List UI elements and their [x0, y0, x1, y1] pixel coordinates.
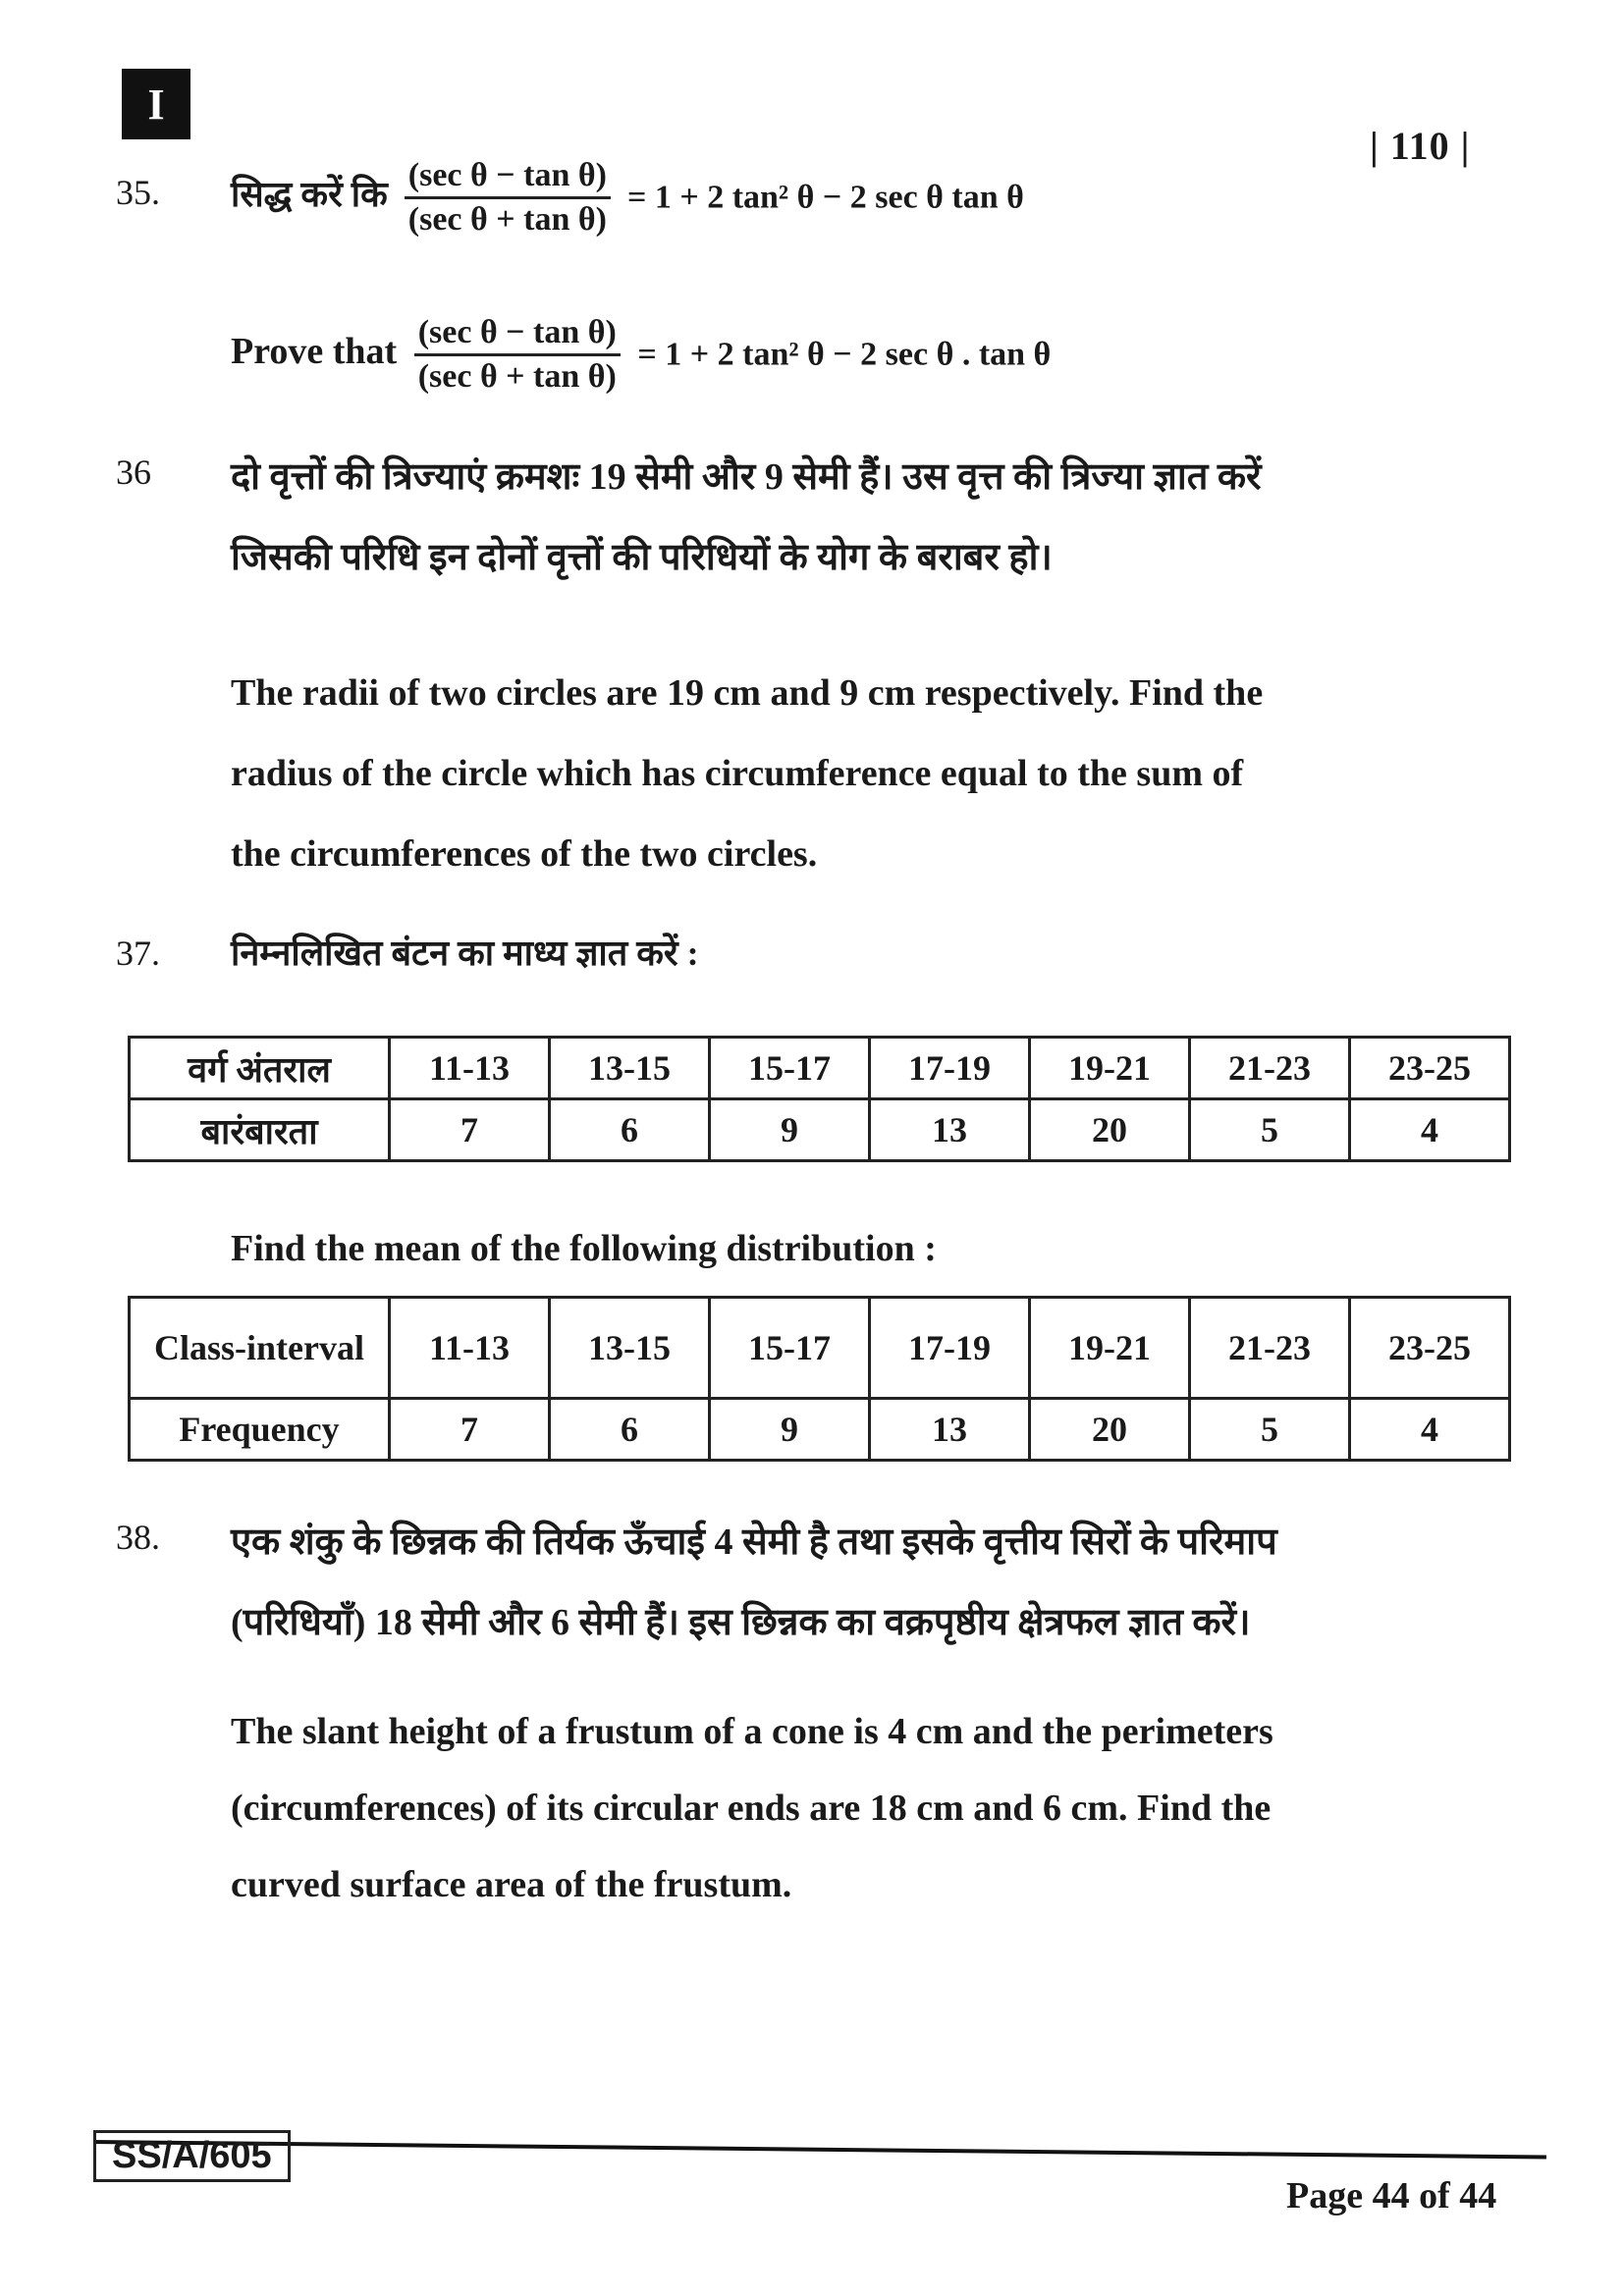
q36-hindi-line: जिसकी परिधि इन दोनों वृत्तों की परिधियों के योग के बराबर हो।	[231, 537, 1053, 578]
class-interval-cell: 11-13	[390, 1298, 550, 1399]
q35-fraction	[405, 157, 611, 239]
class-interval-cell: 17-19	[870, 1298, 1030, 1399]
frequency-cell: 9	[710, 1099, 870, 1161]
marks-label: | 110 |	[1370, 124, 1471, 168]
q35-rhs: = 1 + 2 tan² θ − 2 sec θ tan θ	[626, 179, 1024, 216]
frequency-cell: 4	[1350, 1399, 1510, 1461]
q38-english-line: (circumferences) of its circular ends are 18 cm and 6 cm. Find the	[231, 1788, 1272, 1829]
question-number: 38.	[116, 1518, 160, 1557]
row-header: Frequency	[130, 1399, 390, 1461]
row-header: वर्ग अंतराल	[130, 1038, 390, 1099]
class-interval-cell: 23-25	[1350, 1038, 1510, 1099]
class-interval-cell: 11-13	[390, 1038, 550, 1099]
class-interval-cell: 23-25	[1350, 1298, 1510, 1399]
q35-english-prefix: Prove that	[231, 331, 398, 373]
q35-english	[231, 314, 1051, 396]
q38-hindi-line: (परिधियाँ) 18 सेमी और 6 सेमी हैं। इस छिन्नक का वक्रपृष्ठीय क्षेत्रफल ज्ञात करें।	[231, 1602, 1251, 1643]
class-interval-cell: 19-21	[1030, 1298, 1190, 1399]
q37-english-prompt: Find the mean of the following distribution :	[231, 1228, 937, 1269]
q36-english-line: The radii of two circles are 19 cm and 9 cm respectively. Find the	[231, 672, 1264, 714]
q36-english	[231, 653, 1507, 894]
fraction-numerator: (sec θ − tan θ)	[405, 157, 611, 199]
footer-divider	[93, 2140, 1546, 2159]
q38-english-line: curved surface area of the frustum.	[231, 1864, 792, 1905]
class-interval-cell: 21-23	[1190, 1038, 1350, 1099]
q35-hindi	[231, 157, 1024, 239]
hindi-distribution-table	[128, 1036, 1511, 1162]
fraction-denominator: (sec θ + tan θ)	[417, 358, 617, 395]
frequency-cell: 4	[1350, 1099, 1510, 1161]
frequency-cell: 6	[550, 1099, 710, 1161]
question-number: 35.	[116, 173, 160, 212]
table-row	[130, 1038, 1510, 1099]
frequency-cell: 6	[550, 1399, 710, 1461]
class-interval-cell: 21-23	[1190, 1298, 1350, 1399]
table-row	[130, 1399, 1510, 1461]
frequency-cell: 9	[710, 1399, 870, 1461]
q35-hindi-prefix: सिद्ध करें कि	[231, 174, 388, 214]
row-header: बारंबारता	[130, 1099, 390, 1161]
q36-english-line: radius of the circle which has circumference equal to the sum of	[231, 753, 1244, 794]
fraction-numerator: (sec θ − tan θ)	[414, 314, 621, 356]
set-badge: I	[122, 69, 190, 139]
table-row	[130, 1099, 1510, 1161]
frequency-cell: 13	[870, 1399, 1030, 1461]
class-interval-cell: 17-19	[870, 1038, 1030, 1099]
q38-english-line: The slant height of a frustum of a cone is 4 cm and the perimeters	[231, 1711, 1273, 1752]
q36-english-line: the circumferences of the two circles.	[231, 833, 818, 875]
q35-fraction-en	[414, 314, 621, 396]
class-interval-cell: 19-21	[1030, 1038, 1190, 1099]
frequency-cell: 20	[1030, 1099, 1190, 1161]
row-header: Class-interval	[130, 1298, 390, 1399]
frequency-cell: 5	[1190, 1399, 1350, 1461]
frequency-cell: 5	[1190, 1099, 1350, 1161]
frequency-cell: 7	[390, 1399, 550, 1461]
class-interval-cell: 13-15	[550, 1298, 710, 1399]
class-interval-cell: 15-17	[710, 1298, 870, 1399]
question-number: 37.	[116, 934, 160, 973]
q38-hindi	[231, 1502, 1507, 1663]
class-interval-cell: 13-15	[550, 1038, 710, 1099]
fraction-denominator: (sec θ + tan θ)	[407, 201, 607, 238]
q38-hindi-line: एक शंकु के छिन्नक की तिर्यक ऊँचाई 4 सेमी है तथा इसके वृत्तीय सिरों के परिमाप	[231, 1522, 1277, 1563]
q35-rhs-en: = 1 + 2 tan² θ − 2 sec θ . tan θ	[637, 336, 1052, 373]
frequency-cell: 20	[1030, 1399, 1190, 1461]
frequency-cell: 13	[870, 1099, 1030, 1161]
frequency-cell: 7	[390, 1099, 550, 1161]
english-distribution-table	[128, 1296, 1511, 1462]
q38-english	[231, 1693, 1507, 1923]
class-interval-cell: 15-17	[710, 1038, 870, 1099]
q36-hindi-line: दो वृत्तों की त्रिज्याएं क्रमशः 19 सेमी और 9 सेमी हैं। उस वृत्त की त्रिज्या ज्ञात करें	[231, 456, 1262, 498]
page-number: Page 44 of 44	[1286, 2175, 1497, 2216]
paper-code: SS/A/605	[93, 2130, 291, 2182]
question-number: 36	[116, 453, 151, 492]
table-row	[130, 1298, 1510, 1399]
q36-hindi	[231, 437, 1507, 598]
q37-hindi-prompt: निम्नलिखित बंटन का माध्य ज्ञात करें :	[231, 934, 699, 973]
